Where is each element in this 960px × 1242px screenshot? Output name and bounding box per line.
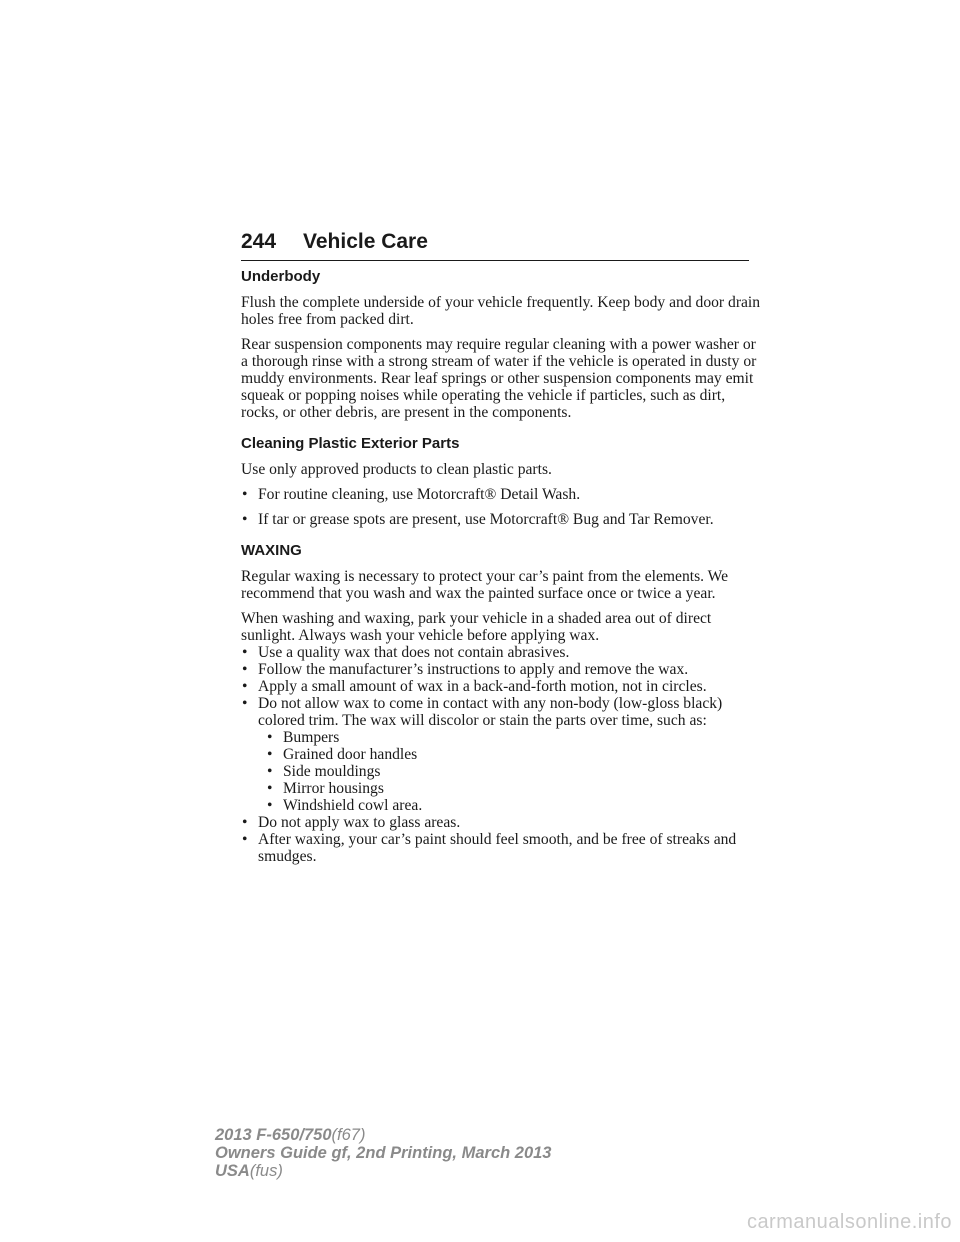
page-content xyxy=(241,268,761,865)
paragraph: When washing and waxing, park your vehicle in a shaded area out of direct sunlight. Always wash your vehicle before applying wax. xyxy=(241,610,712,644)
footer-model: 2013 F-650/750 xyxy=(215,1126,332,1144)
list-item: • If tar or grease spots are present, use Motorcraft® Bug and Tar Remover. xyxy=(241,511,761,528)
section-heading-underbody: Underbody xyxy=(241,268,321,285)
footer-region: USA xyxy=(215,1162,250,1180)
chapter-title: Vehicle Care xyxy=(303,230,428,253)
sub-list-item: • Side mouldings xyxy=(241,763,761,780)
list-item: • Use a quality wax that does not contain abrasives. xyxy=(241,644,761,661)
sub-list-item: • Bumpers xyxy=(241,729,761,746)
sub-list-item: • Windshield cowl area. xyxy=(241,797,761,814)
footer-model-line xyxy=(215,1126,552,1144)
footer-region-code: (fus) xyxy=(249,1162,283,1180)
list-item: • Do not allow wax to come in contact with any non-body (low-gloss black) colored trim. The wax will discolor or stain the parts over time, such as: xyxy=(241,695,761,729)
page-header xyxy=(241,228,749,261)
list-item: • Follow the manufacturer’s instructions to apply and remove the wax. xyxy=(241,661,761,678)
paragraph: Regular waxing is necessary to protect your car’s paint from the elements. We recommend that you wash and wax the painted surface once or twice a year. xyxy=(241,568,729,602)
list-item: • After waxing, your car’s paint should feel smooth, and be free of streaks and smudges. xyxy=(241,831,761,865)
footer-model-code: (f67) xyxy=(331,1126,366,1144)
footer-guide: Owners Guide gf, 2nd Printing, March 2013 xyxy=(215,1144,552,1162)
section-heading-plastic: Cleaning Plastic Exterior Parts xyxy=(241,435,460,452)
section-heading-waxing: WAXING xyxy=(241,542,302,559)
list-item: • Do not apply wax to glass areas. xyxy=(241,814,761,831)
sub-list-item: • Grained door handles xyxy=(241,746,761,763)
footer-region-line xyxy=(215,1162,552,1180)
paragraph: Flush the complete underside of your vehicle frequently. Keep body and door drain holes free from packed dirt. xyxy=(241,294,761,328)
paragraph: Rear suspension components may require regular cleaning with a power washer or a thorough rinse with a strong stream of water if the vehicle is operated in dusty or muddy environments. Rear leaf springs or other suspension components may emit squeak or popping noises while operating the vehicle if particles, such as dirt, rocks, or other debris, are present in the components. xyxy=(241,336,757,421)
sub-list-item: • Mirror housings xyxy=(241,780,761,797)
list-item: • For routine cleaning, use Motorcraft® Detail Wash. xyxy=(241,486,761,503)
list-item: • Apply a small amount of wax in a back-and-forth motion, not in circles. xyxy=(241,678,761,695)
watermark: carmanualsonline.info xyxy=(746,1211,952,1233)
page-footer xyxy=(215,1126,552,1180)
paragraph: Use only approved products to clean plastic parts. xyxy=(241,461,552,478)
page-number: 244 xyxy=(241,230,277,253)
